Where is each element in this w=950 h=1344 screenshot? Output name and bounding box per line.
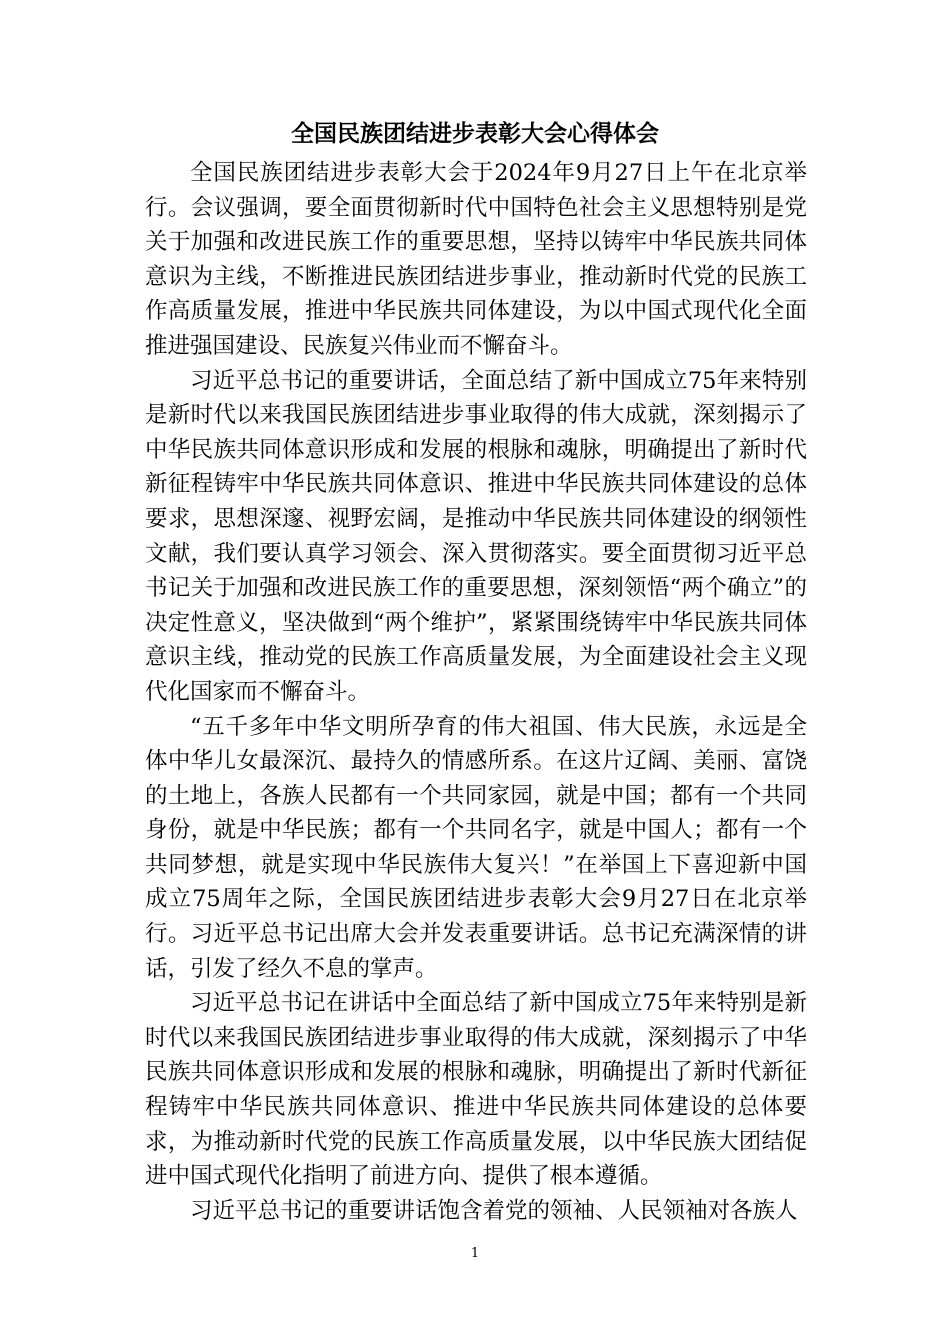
document-title: 全国民族团结进步表彰大会心得体会 [291,120,659,147]
page-number: 1 [470,1246,480,1261]
paragraph-2: 习近平总书记的重要讲话，全面总结了新中国成立75年来特别是新时代以来我国民族团结进步事业取得的伟大成就，深刻揭示了中华民族共同体意识形成和发展的根脉和魂脉，明确提出了新时代新征程铸牢中华民族共同体意识、推进中华民族共同体建设的总体要求，思想深邃、视野宏阔，是推动中华民族共同体建设的纲领性文献，我们要认真学习领会、深入贯彻落实。要全面贯彻习近平总书记关于加强和改进民族工作的重要思想，深刻领悟“两个确立”的决定性意义，坚决做到“两个维护”，紧紧围绕铸牢中华民族共同体意识主线，推动党的民族工作高质量发展，为全面建设社会主义现代化国家而不懈奋斗。 [145,367,807,705]
document-body [145,156,807,1228]
paragraph-4: 习近平总书记在讲话中全面总结了新中国成立75年来特别是新时代以来我国民族团结进步事业取得的伟大成就，深刻揭示了中华民族共同体意识形成和发展的根脉和魂脉，明确提出了新时代新征程铸牢中华民族共同体意识、推进中华民族共同体建设的总体要求，为推动新时代党的民族工作高质量发展，以中华民族大团结促进中国式现代化指明了前进方向、提供了根本遵循。 [145,990,807,1190]
paragraph-3: “五千多年中华文明所孕育的伟大祖国、伟大民族，永远是全体中华儿女最深沉、最持久的情感所系。在这片辽阔、美丽、富饶的土地上，各族人民都有一个共同家园，就是中国；都有一个共同身份，就是中华民族；都有一个共同名字，就是中国人；都有一个共同梦想，就是实现中华民族伟大复兴！”在举国上下喜迎新中国成立75周年之际，全国民族团结进步表彰大会9月27日在北京举行。习近平总书记出席大会并发表重要讲话。总书记充满深情的讲话，引发了经久不息的掌声。 [145,713,807,982]
paragraph-1: 全国民族团结进步表彰大会于2024年9月27日上午在北京举行。会议强调，要全面贯彻新时代中国特色社会主义思想特别是党关于加强和改进民族工作的重要思想，坚持以铸牢中华民族共同体意识为主线，不断推进民族团结进步事业，推动新时代党的民族工作高质量发展，推进中华民族共同体建设，为以中国式现代化全面推进强国建设、民族复兴伟业而不懈奋斗。 [145,160,807,359]
paragraph-5: 习近平总书记的重要讲话饱含着党的领袖、人民领袖对各族人 [190,1197,798,1224]
